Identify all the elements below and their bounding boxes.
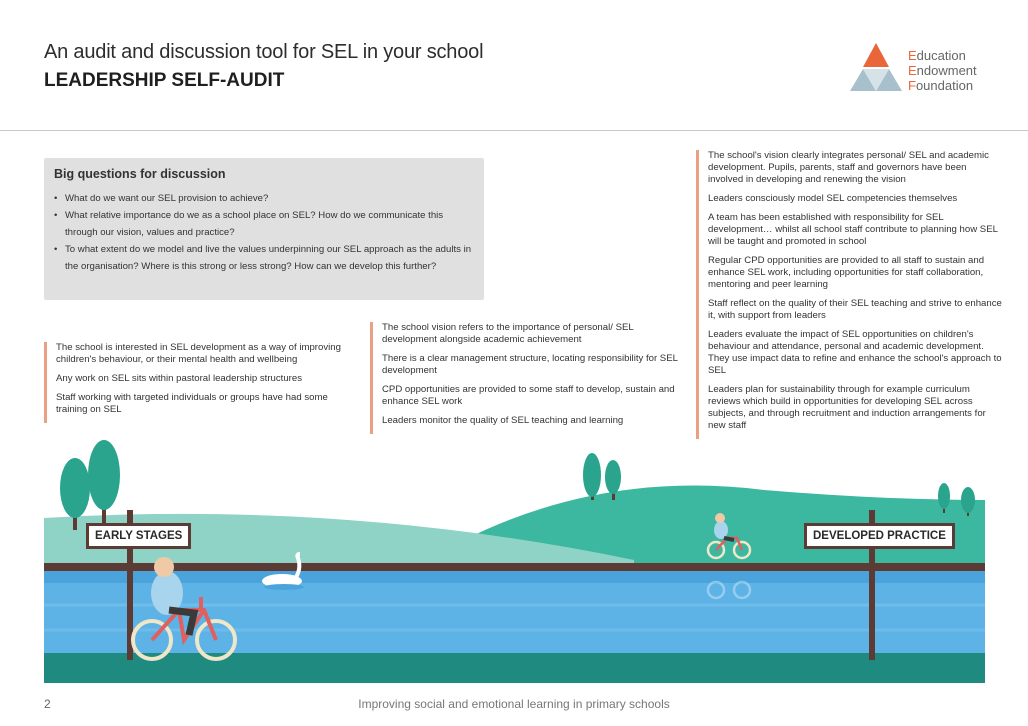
stage-statement: Staff reflect on the quality of their SEL teaching and strive to enhance it, with support from leaders: [708, 298, 1002, 321]
header-divider: [0, 130, 1028, 131]
fence-rail: [44, 563, 985, 571]
logo-line-2: Endowment: [908, 63, 977, 78]
page-title: An audit and discussion tool for SEL in your school: [44, 41, 484, 63]
mid-stage-column: [370, 322, 682, 434]
sign-developed-practice: DEVELOPED PRACTICE: [804, 523, 955, 549]
stage-statement: The school's vision clearly integrates personal/ SEL and academic development. Pupils, parents, staff and governors have been involved in developing and renewing the vision: [708, 150, 989, 185]
stage-statement: The school is interested in SEL development as a way of improving children's behaviour, or their mental health and wellbeing: [56, 342, 341, 365]
page-subtitle: LEADERSHIP SELF-AUDIT: [44, 70, 285, 91]
developed-stage-column: [696, 150, 1004, 439]
stage-statement: Leaders plan for sustainability through for example curriculum reviews which build in opportunities for developing SEL across subjects, and through recruitment and induction arrangements for new staff: [708, 384, 986, 431]
stage-statement: There is a clear management structure, locating responsibility for SEL development: [382, 353, 678, 376]
sign-early-stages: EARLY STAGES: [86, 523, 191, 549]
logo-line-3: Foundation: [908, 78, 974, 93]
stage-statement: Leaders consciously model SEL competencies themselves: [708, 193, 958, 204]
question-item: • To what extent do we model and live the values underpinning our SEL approach as the adults in the organisation? Where is this strong or less strong? How can we develop this further?: [54, 241, 474, 275]
logo-line-1: Education: [908, 48, 966, 63]
river-bank: [44, 653, 985, 683]
stage-statement: Regular CPD opportunities are provided to all staff to sustain and enhance SEL work, including opportunities for staff collaboration, mentoring and peer learning: [708, 255, 985, 290]
question-item: • What relative importance do we as a school place on SEL? How do we communicate this through our vision, values and practice?: [54, 207, 474, 241]
eef-triangles-icon: [850, 43, 902, 93]
eef-logo: [850, 43, 1000, 93]
page-number: 2: [44, 697, 51, 711]
early-stage-column: [44, 342, 356, 423]
stage-statement: The school vision refers to the importance of personal/ SEL development alongside academic achievement: [382, 322, 634, 345]
questions-heading: Big questions for discussion: [54, 167, 226, 181]
questions-box: [44, 158, 484, 300]
question-item: • What do we want our SEL provision to achieve?: [54, 190, 474, 207]
stage-statement: Staff working with targeted individuals or groups have had some training on SEL: [56, 392, 328, 415]
stage-statement: CPD opportunities are provided to some staff to develop, sustain and enhance SEL work: [382, 384, 675, 407]
footer-title: Improving social and emotional learning in primary schools: [358, 697, 670, 711]
logo-wordmark: [908, 48, 977, 93]
journey-illustration: [44, 430, 985, 683]
questions-list: [54, 190, 474, 275]
stage-statement: Leaders monitor the quality of SEL teaching and learning: [382, 415, 624, 426]
stage-statement: Any work on SEL sits within pastoral leadership structures: [56, 373, 302, 384]
landscape-illustration: [44, 430, 985, 683]
stage-statement: A team has been established with responsibility for SEL development… whilst all school staff contribute to planning how SEL will be taught and promoted in school: [708, 212, 998, 247]
stage-statement: Leaders evaluate the impact of SEL opportunities on children's behaviour and attendance, personal and academic development. They use impact data to refine and enhance the school's approach to SEL: [708, 329, 1002, 376]
